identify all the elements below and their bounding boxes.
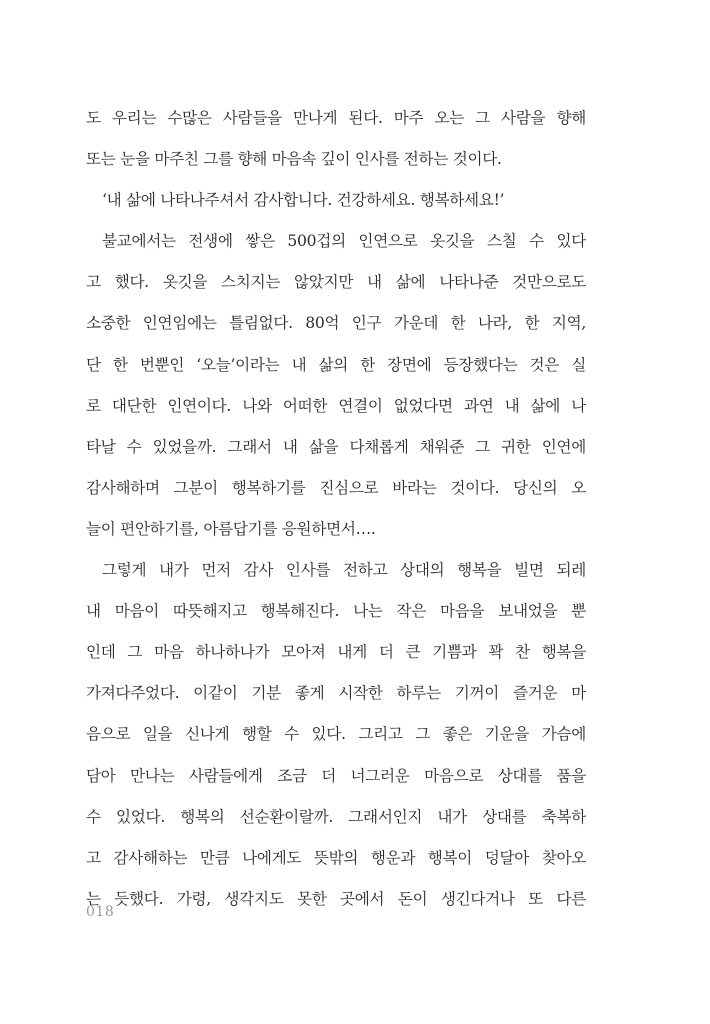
- text-line: 수 있었다. 행복의 선순환이랄까. 그래서인지 내가 상대를 축복하: [86, 807, 586, 826]
- text-line: 인데 그 마음 하나하나가 모아져 내게 더 큰 기쁨과 꽉 찬 행복을: [86, 643, 586, 662]
- text-line: 그렇게 내가 먼저 감사 인사를 전하고 상대의 행복을 빌면 되레: [102, 561, 586, 580]
- text-line: 타날 수 있었을까. 그래서 내 삶을 다채롭게 채워준 그 귀한 인연에: [86, 437, 586, 456]
- text-line: ‘내 삶에 나타나주셔서 감사합니다. 건강하세요. 행복하세요!’: [102, 191, 505, 210]
- text-line: 가져다주었다. 이같이 기분 좋게 시작한 하루는 기꺼이 즐거운 마: [86, 684, 586, 703]
- text-line: 고 감사해하는 만큼 나에게도 뜻밖의 행운과 행복이 덩달아 찾아오: [86, 848, 586, 867]
- page-number: 018: [86, 904, 115, 920]
- text-line: 담아 만나는 사람들에게 조금 더 너그러운 마음으로 상대를 품을: [86, 766, 586, 785]
- text-line: 감사해하며 그분이 행복하기를 진심으로 바라는 것이다. 당신의 오: [86, 478, 586, 497]
- text-line: 는 듯했다. 가령, 생각지도 못한 곳에서 돈이 생긴다거나 또 다른: [86, 889, 586, 908]
- text-line: 단 한 번뿐인 ‘오늘’이라는 내 삶의 한 장면에 등장했다는 것은 실: [86, 355, 586, 374]
- text-line: 소중한 인연임에는 틀림없다. 80억 인구 가운데 한 나라, 한 지역,: [86, 314, 586, 333]
- text-line: 고 했다. 옷깃을 스치지는 않았지만 내 삶에 나타나준 것만으로도: [86, 273, 586, 292]
- body-text: [86, 98, 586, 920]
- text-line: 또는 눈을 마주친 그를 향해 마음속 깊이 인사를 전하는 것이다.: [86, 150, 502, 169]
- text-line: 늘이 편안하기를, 아름답기를 응원하면서….: [86, 519, 376, 538]
- text-line: 로 대단한 인연이다. 나와 어떠한 연결이 없었다면 과연 내 삶에 나: [86, 396, 586, 415]
- text-line: 불교에서는 전생에 쌓은 500겁의 인연으로 옷깃을 스칠 수 있다: [102, 232, 586, 251]
- text-line: 음으로 일을 신나게 행할 수 있다. 그리고 그 좋은 기운을 가슴에: [86, 725, 586, 744]
- text-line: 내 마음이 따뜻해지고 행복해진다. 나는 작은 마음을 보내었을 뿐: [86, 602, 586, 621]
- text-line: 도 우리는 수많은 사람들을 만나게 된다. 마주 오는 그 사람을 향해: [86, 109, 586, 127]
